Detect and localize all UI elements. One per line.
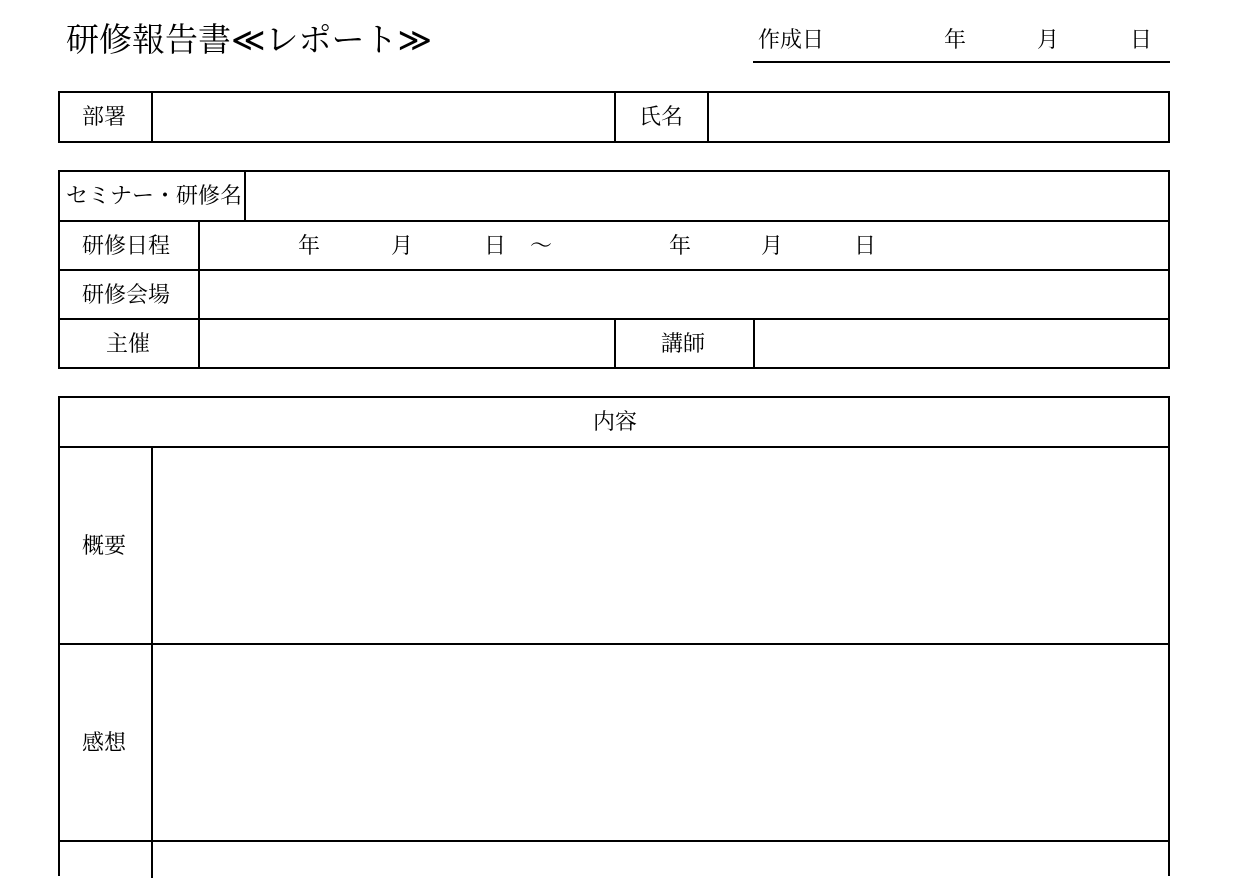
seminar-name-field[interactable] bbox=[246, 172, 1168, 220]
impression-label: 感想 bbox=[82, 731, 127, 756]
divider bbox=[614, 93, 616, 141]
lecturer-field[interactable] bbox=[755, 320, 1168, 367]
created-date-underline bbox=[753, 61, 1170, 63]
venue-field[interactable] bbox=[200, 271, 1168, 318]
dept-field[interactable] bbox=[153, 93, 614, 141]
created-month-label: 月 bbox=[1037, 28, 1060, 53]
host-label: 主催 bbox=[106, 332, 151, 357]
tilde-separator: ～ bbox=[530, 234, 553, 259]
row-divider bbox=[60, 840, 1168, 842]
venue-label: 研修会場 bbox=[82, 283, 171, 308]
summary-label: 概要 bbox=[82, 534, 127, 559]
content-table bbox=[58, 396, 1170, 876]
schedule-label: 研修日程 bbox=[82, 234, 171, 259]
seminar-name-label: セミナー・研修名 bbox=[66, 184, 243, 209]
impression-field[interactable] bbox=[153, 645, 1168, 840]
dept-name-table bbox=[58, 91, 1170, 143]
summary-field[interactable] bbox=[153, 448, 1168, 643]
created-day-label: 日 bbox=[1130, 28, 1153, 53]
lecturer-label: 講師 bbox=[661, 332, 706, 357]
start-month-label: 月 bbox=[391, 234, 414, 259]
end-day-label: 日 bbox=[854, 234, 877, 259]
page-title: 研修報告書≪レポート≫ bbox=[66, 20, 433, 59]
start-year-label: 年 bbox=[298, 234, 321, 259]
end-month-label: 月 bbox=[761, 234, 784, 259]
dept-label: 部署 bbox=[82, 105, 127, 130]
divider bbox=[614, 320, 616, 367]
end-year-label: 年 bbox=[669, 234, 692, 259]
seminar-info-table bbox=[58, 170, 1170, 369]
name-field[interactable] bbox=[709, 93, 1168, 141]
row-divider bbox=[60, 220, 1168, 222]
name-label: 氏名 bbox=[639, 105, 684, 130]
start-day-label: 日 bbox=[484, 234, 507, 259]
content-heading: 内容 bbox=[593, 410, 638, 435]
host-field[interactable] bbox=[200, 320, 614, 367]
created-year-label: 年 bbox=[944, 28, 967, 53]
created-date-label: 作成日 bbox=[758, 28, 825, 53]
